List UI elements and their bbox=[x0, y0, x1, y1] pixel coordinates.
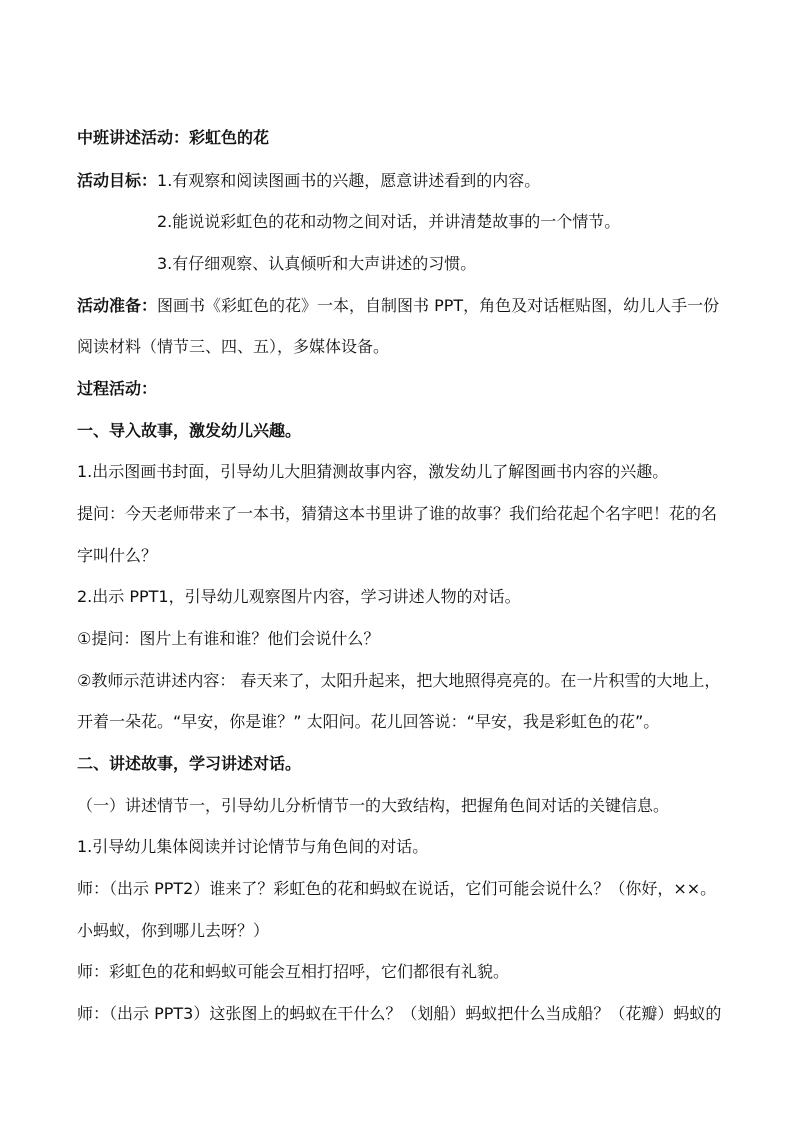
goals-label: 活动目标： bbox=[77, 171, 158, 190]
section2-heading: 二、讲述故事，学习讲述对话。 bbox=[77, 754, 302, 773]
paragraph: 师：（出示 PPT3）这张图上的蚂蚁在干什么？（划船）蚂蚁把什么当成船？（花瓣）蚂蚁的 bbox=[77, 1004, 722, 1023]
section1-heading: 一、导入故事，激发幼儿兴趣。 bbox=[77, 421, 302, 440]
paragraph: （一）讲述情节一，引导幼儿分析情节一的大致结构，把握角色间对话的关键信息。 bbox=[77, 796, 670, 815]
paragraph: 开着一朵花。“早安，你是谁？” 太阳问。花儿回答说：“早安，我是彩虹色的花”。 bbox=[77, 712, 660, 731]
goal-item: 2.能说说彩虹色的花和动物之间对话，并讲清楚故事的一个情节。 bbox=[157, 212, 621, 231]
paragraph: ②教师示范讲述内容： 春天来了，太阳升起来，把大地照得亮亮的。在一片积雪的大地上， bbox=[77, 671, 721, 690]
goal-item: 3.有仔细观察、认真倾听和大声讲述的习惯。 bbox=[157, 254, 477, 273]
paragraph: 1.引导幼儿集体阅读并讨论情节与角色间的对话。 bbox=[77, 837, 429, 856]
goal-item: 1.有观察和阅读图画书的兴趣，愿意讲述看到的内容。 bbox=[157, 171, 541, 190]
paragraph: 师：（出示 PPT2）谁来了？彩虹色的花和蚂蚁在说话，它们可能会说什么？（你好，××。 bbox=[77, 879, 717, 898]
prep-line-2: 阅读材料（情节三、四、五），多媒体设备。 bbox=[77, 337, 390, 356]
paragraph: 2.出示 PPT1，引导幼儿观察图片内容，学习讲述人物的对话。 bbox=[77, 587, 521, 606]
prep-label: 活动准备： bbox=[77, 296, 158, 315]
paragraph: 小蚂蚁，你到哪儿去呀？） bbox=[77, 921, 270, 940]
paragraph: 提问：今天老师带来了一本书，猜猜这本书里讲了谁的故事？我们给花起个名字吧！花的名 bbox=[77, 504, 718, 523]
paragraph: 1.出示图画书封面，引导幼儿大胆猜测故事内容，激发幼儿了解图画书内容的兴趣。 bbox=[77, 462, 669, 481]
paragraph: 字叫什么？ bbox=[77, 546, 158, 565]
prep-line-1 bbox=[77, 295, 724, 317]
document-title: 中班讲述活动：彩虹色的花 bbox=[77, 128, 270, 147]
process-label: 过程活动： bbox=[77, 379, 158, 398]
paragraph: ①提问：图片上有谁和谁？他们会说什么？ bbox=[77, 629, 380, 648]
goals-line-1 bbox=[77, 170, 724, 192]
paragraph: 师：彩虹色的花和蚂蚁可能会互相打招呼，它们都很有礼貌。 bbox=[77, 962, 510, 981]
prep-text: 图画书《彩虹色的花》一本，自制图书 PPT，角色及对话框贴图，幼儿人手一份 bbox=[157, 296, 720, 315]
